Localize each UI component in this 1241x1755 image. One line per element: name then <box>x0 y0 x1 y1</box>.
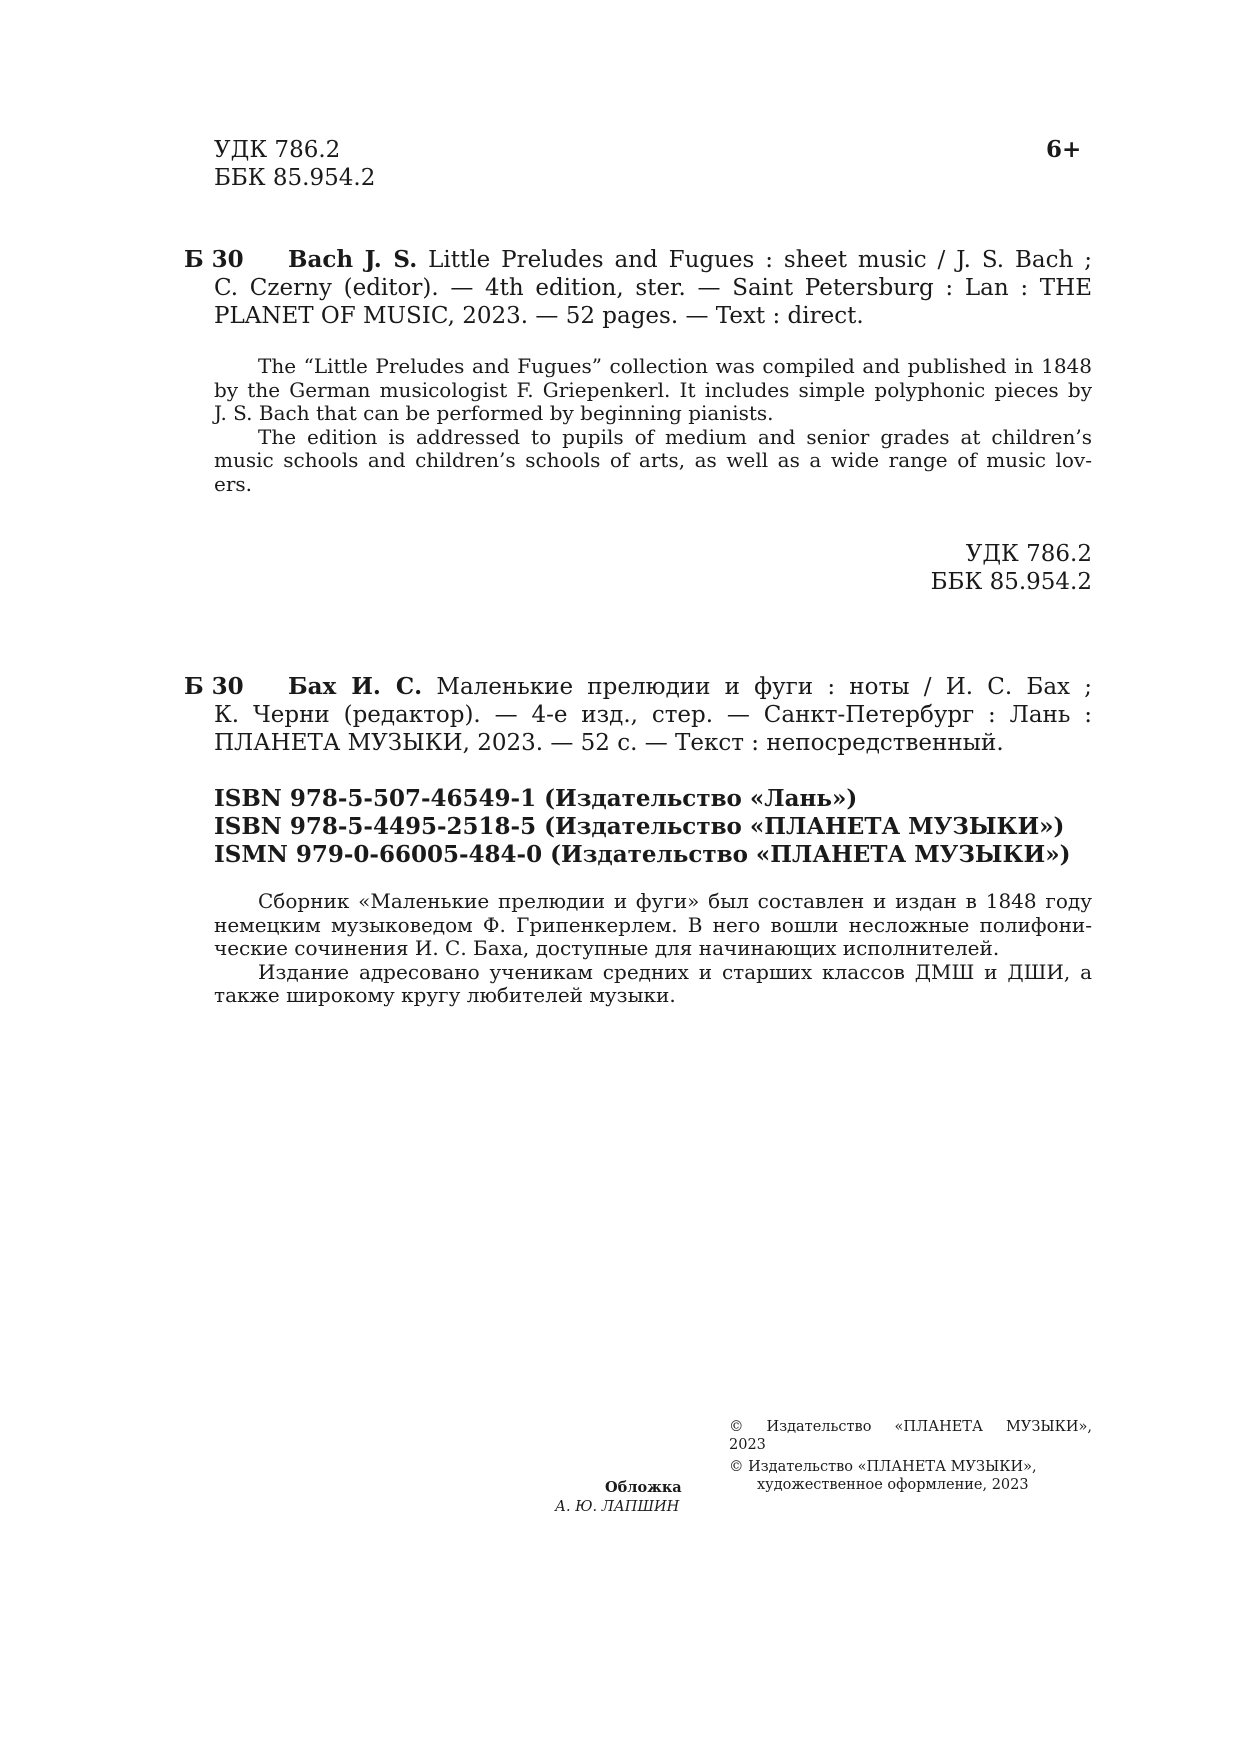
right-codes <box>792 540 1092 596</box>
copyright-line-1: © Издательство «ПЛАНЕТА МУЗЫКИ», <box>729 1419 1092 1435</box>
english-record-line-2: C. Czerny (editor). — 4th edition, ster. — Saint Petersburg : Lan : THE <box>214 275 1092 301</box>
right-bbk: ББК 85.954.2 <box>930 569 1092 595</box>
annotation-line: также широкому кругу любителей музыки. <box>214 983 676 1007</box>
isbn-lan: ISBN 978-5-507-46549-1 (Издательство «Лань») <box>214 785 858 812</box>
russian-record-description <box>214 673 1092 757</box>
annotation-line: ers. <box>214 471 253 496</box>
annotation-line: The “Little Preludes and Fugues” collection was compiled and published in 1848 <box>258 354 1092 378</box>
annotation-line: by the German musicologist F. Griepenkerl. It includes simple polyphonic pieces by <box>214 377 1092 402</box>
russian-record-line-3: ПЛАНЕТА МУЗЫКИ, 2023. — 52 с. — Текст : непосредственный. <box>214 730 1004 756</box>
copyright-line-2: © Издательство «ПЛАНЕТА МУЗЫКИ», <box>729 1459 1037 1475</box>
copyright-line-2-cont: художественное оформление, 2023 <box>757 1477 1029 1493</box>
russian-record-index: Б 30 <box>184 673 244 700</box>
russian-record-line-2: К. Черни (редактор). — 4-е изд., стер. — Санкт-Петербург : Лань : <box>214 702 1092 728</box>
english-record-description <box>214 246 1092 330</box>
english-record-line-3: PLANET OF MUSIC, 2023. — 52 pages. — Text : direct. <box>214 303 864 329</box>
russian-record-author: Бах И. С. <box>288 673 423 700</box>
english-record-index: Б 30 <box>184 246 244 273</box>
right-udk: УДК 786.2 <box>965 541 1092 567</box>
cover-credit-label: Обложка <box>605 1479 682 1496</box>
identifiers <box>214 785 1070 869</box>
annotation-line: Сборник «Маленькие прелюдии и фуги» был составлен и издан в 1848 году <box>258 889 1092 913</box>
annotation-line: The edition is addressed to pupils of medium and senior grades at children’s <box>258 424 1092 449</box>
header-codes <box>214 136 375 192</box>
russian-record-line-1: Бах И. С. Маленькие прелюдии и фуги : ноты / И. С. Бах ; <box>288 673 1092 700</box>
annotation-line: ческие сочинения И. С. Баха, доступные для начинающих исполнителей. <box>214 936 1000 960</box>
annotation-line: Издание адресовано ученикам средних и старших классов ДМШ и ДШИ, а <box>258 959 1092 984</box>
copyright-block <box>729 1418 1092 1494</box>
header-udk: УДК 786.2 <box>214 137 341 163</box>
english-record-line-1: Bach J. S. Little Preludes and Fugues : sheet music / J. S. Bach ; <box>288 246 1092 273</box>
russian-annotation <box>214 890 1092 1008</box>
cover-credit-name: А. Ю. ЛАПШИН <box>555 1499 680 1515</box>
annotation-line: немецким музыковедом Ф. Грипенкерлем. В него вошли несложные полифони- <box>214 912 1092 937</box>
ismn-planet: ISMN 979-0-66005-484-0 (Издательство «ПЛАНЕТА МУЗЫКИ») <box>214 841 1071 868</box>
annotation-line: music schools and children’s schools of arts, as well as a wide range of music lov- <box>214 448 1092 472</box>
annotation-line: J. S. Bach that can be performed by beginning pianists. <box>214 401 774 425</box>
english-annotation <box>214 355 1092 496</box>
english-record-author: Bach J. S. <box>288 246 418 273</box>
age-rating: 6+ <box>1046 136 1082 163</box>
copyright-line-1-year: 2023 <box>729 1437 766 1453</box>
isbn-planet: ISBN 978-5-4495-2518-5 (Издательство «ПЛАНЕТА МУЗЫКИ») <box>214 813 1065 840</box>
header-bbk: ББК 85.954.2 <box>214 165 376 191</box>
